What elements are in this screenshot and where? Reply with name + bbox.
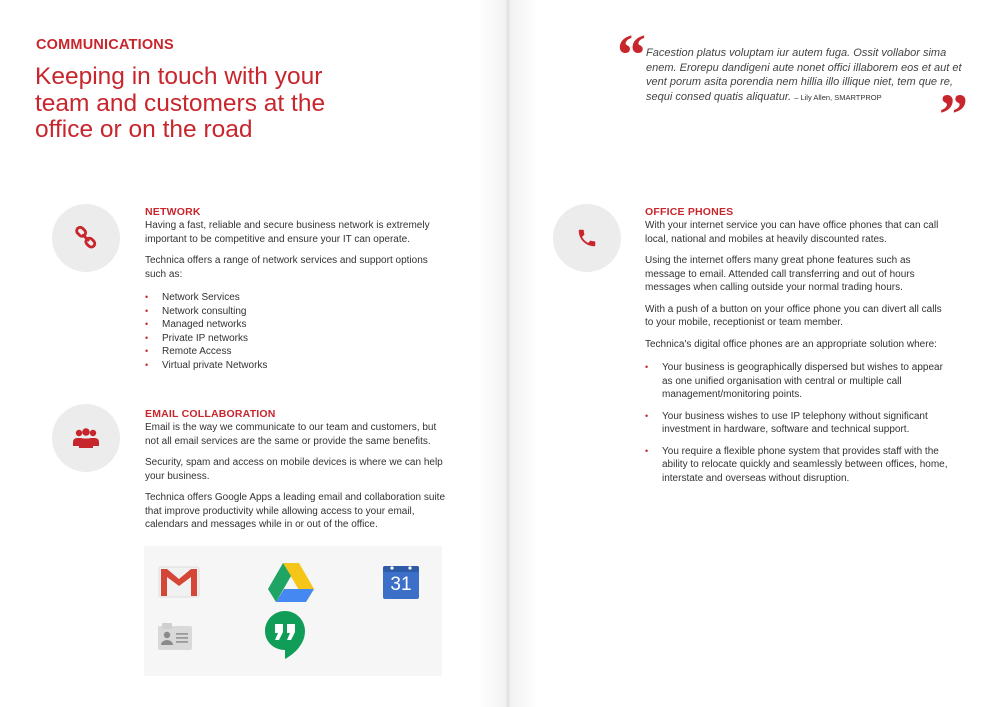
phones-paragraph-3: With a push of a button on your office phone you can divert all calls to your mobile, receptionist or team member. [645,303,942,328]
google-drive-icon [268,562,314,602]
phones-paragraph-4: Technica's digital office phones are an appropriate solution where: [645,338,937,350]
office-phones-section [645,206,950,493]
network-paragraph-1: Having a fast, reliable and secure business network is extremely important to be competitive and ensure your IT can operate. [145,220,430,245]
pull-quote [646,46,964,105]
list-item: • Remote Access [145,345,445,359]
network-title: NETWORK [145,206,201,218]
link-icon [73,225,99,251]
email-paragraph-3: Technica offers Google Apps a leading email and collaboration suite that improve productivity while allowing access to your email, calendars and messages while in or out of the office. [145,492,446,530]
phones-paragraph-2: Using the internet offers many great phone features such as message to email. Attended call transferring and out of hours messages when calling outside your normal trading hours. [645,255,915,293]
network-icon-circle [52,204,120,272]
network-section [145,206,445,372]
quote-attribution: – Lily Allen, SMARTPROP [794,92,882,102]
office-phones-title: OFFICE PHONES [645,206,734,218]
phones-paragraph-1: With your internet service you can have office phones that can call local, national and mobiles at heavily discounted rates. [645,220,939,245]
email-icon-circle [52,404,120,472]
gmail-icon [158,566,200,598]
quote-close-mark: ” [939,82,968,147]
page-headline: Keeping in touch with your team and customers at the office or on the road [35,63,326,143]
phones-conditions-list [645,361,950,485]
email-section [145,408,450,540]
phone-icon-circle [553,204,621,272]
quote-text: Facestion platus voluptam iur autem fuga. Ossit vollabor sima enem. Erorepu dandigeni aute nonet offici illaborem eos et aut et vent porum asita porendia nem hillia illo illique niet, tem que re, sequi consed quatis aliquatur. [646,47,962,103]
list-item: • Network consulting [145,305,445,319]
list-item: • Private IP networks [145,332,445,346]
page-gutter [478,0,538,707]
hangouts-icon [264,610,306,660]
calendar-day-number: 31 [390,574,412,595]
network-paragraph-2: Technica offers a range of network services and support options such as: [145,255,428,280]
list-item: • Your business is geographically dispersed but wishes to appear as one unified organisation with central or multiple call management/monitoring points. [645,361,950,402]
google-apps-panel [144,546,442,676]
quote-open-mark: “ [617,22,646,87]
group-icon [72,426,100,450]
list-item: • Virtual private Networks [145,359,445,373]
contacts-icon [156,622,194,652]
list-item: • Your business wishes to use IP telephony without significant investment in hardware, software and technical support. [645,410,950,437]
phone-icon [576,227,598,249]
email-title: EMAIL COLLABORATION [145,408,276,420]
list-item: • Network Services [145,291,445,305]
list-item: • You require a flexible phone system that provides staff with the ability to relocate quickly and seamlessly between offices, home, interstate and overseas without disruption. [645,445,950,486]
email-paragraph-2: Security, spam and access on mobile devices is where we can help your business. [145,457,443,482]
list-item: • Managed networks [145,318,445,332]
network-services-list [145,291,445,372]
section-kicker: COMMUNICATIONS [36,37,174,53]
email-paragraph-1: Email is the way we communicate to our team and customers, but not all email services are the same or provide the same benefits. [145,422,437,447]
